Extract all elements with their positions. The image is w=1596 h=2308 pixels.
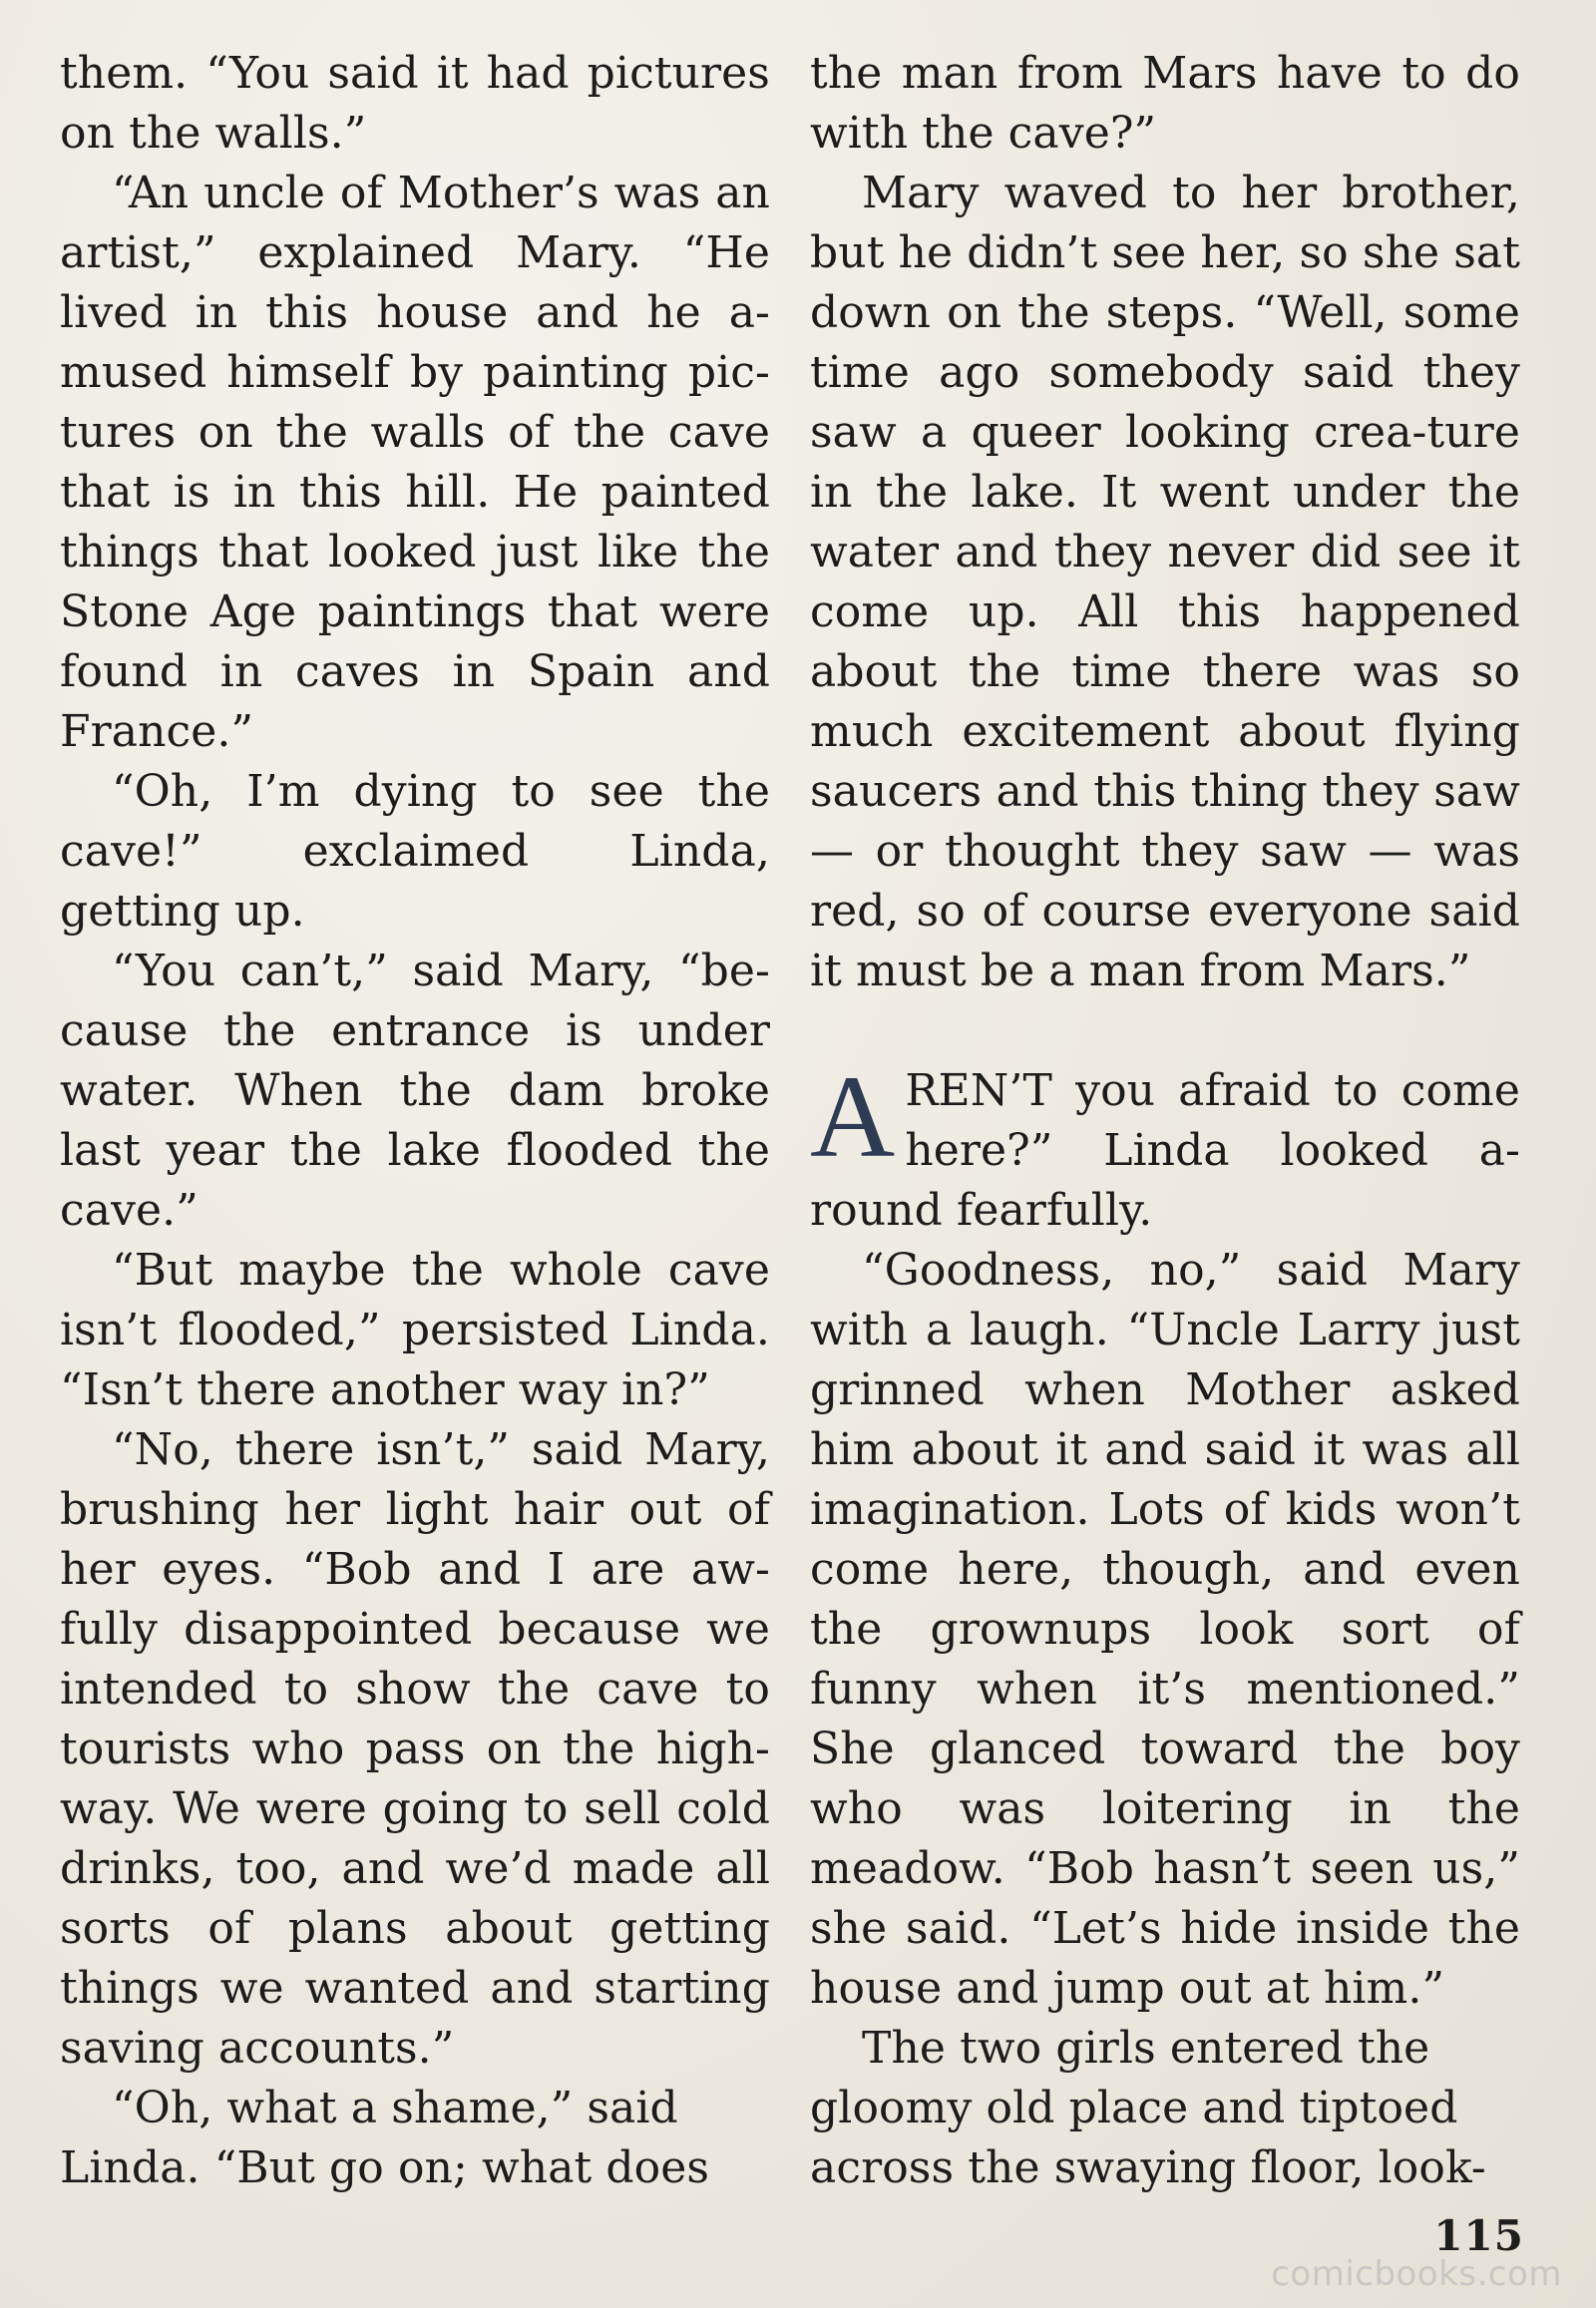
section-break [810, 1001, 1520, 1061]
paragraph: “An uncle of Mother’s was an artist,” explained Mary. “He lived in this house and he a-mused himself by painting pic-tures on the walls of the cave that is in this hill. He painted things that looked just like the Stone Age paintings that were found in caves in Spain and France.” [60, 168, 770, 757]
paragraph: “You can’t,” said Mary, “be-cause the entrance is under water. When the dam broke last year the lake flooded the cave.” [60, 946, 770, 1236]
right-column [810, 44, 1520, 2198]
paragraph: Mary waved to her brother, but he didn’t see her, so she sat down on the steps. “Well, some time ago somebody said they saw a queer looking crea-ture in the lake. It went under the water and they never did see it come up. All this happened about the time there was so much excitement about flying saucers and this thing they saw — or thought they saw — was red, so of course everyone said it must be a man from Mars.” [810, 168, 1520, 996]
paragraph: “No, there isn’t,” said Mary, brushing her light hair out of her eyes. “Bob and I are aw-fully disappointed because we intended to show the cave to tourists who pass on the high-way. We were going to sell cold drinks, too, and we’d made all sorts of plans about getting things we wanted and starting saving accounts.” [60, 1424, 770, 2074]
paragraph: “But maybe the whole cave isn’t flooded,” persisted Linda. “Isn’t there another way in?” [60, 1245, 770, 1415]
paragraph: “Oh, I’m dying to see the cave!” exclaimed Linda, getting up. [60, 766, 770, 937]
left-column [60, 44, 770, 2198]
paragraph: the man from Mars have to do with the cave?” [810, 48, 1520, 159]
paragraph: “Oh, what a shame,” said Linda. “But go on; what does [60, 2083, 710, 2193]
dropcap-paragraph-text: REN’T you afraid to come here?” Linda looked a-round fearfully. [810, 1065, 1520, 1236]
page-number: 115 [1433, 2211, 1524, 2260]
paragraph: them. “You said it had pictures on the walls.” [60, 48, 770, 159]
paragraph: The two girls entered the gloomy old place and tiptoed across the swaying floor, look- [810, 2023, 1486, 2193]
watermark: comicbooks.com [1271, 2254, 1562, 2294]
paragraph: “Goodness, no,” said Mary with a laugh. “Uncle Larry just grinned when Mother asked him about it and said it was all imagination. Lots of kids won’t come here, though, and even the grownups look sort of funny when it’s mentioned.” She glanced toward the boy who was loitering in the meadow. “Bob hasn’t seen us,” she said. “Let’s hide inside the house and jump out at him.” [810, 1245, 1520, 2014]
drop-cap-letter: A [810, 1051, 896, 1182]
dropcap-paragraph [810, 1051, 1520, 1241]
